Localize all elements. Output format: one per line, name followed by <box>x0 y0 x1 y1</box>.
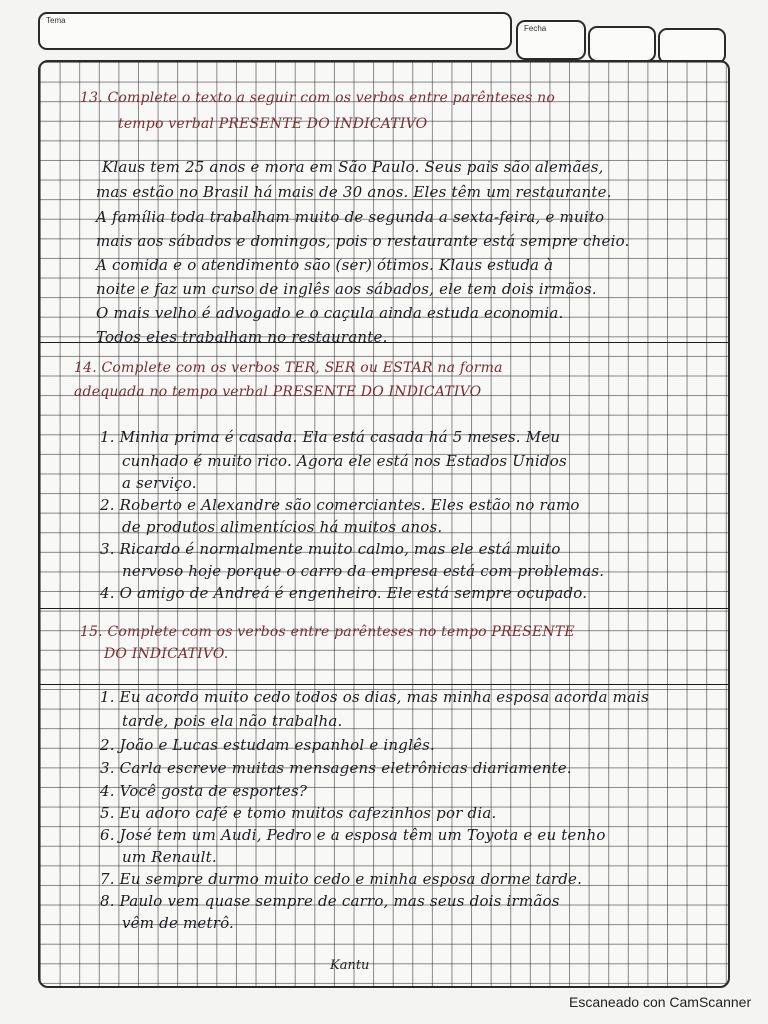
ex13-text-line: Klaus tem 25 anos e mora em São Paulo. Seus pais são alemães, <box>102 158 604 176</box>
fecha-box <box>516 20 586 60</box>
ex15-item-line: 5. Eu adoro café e tomo muitos cafezinhos por dia. <box>100 804 497 822</box>
ex14-item-line: cunhado é muito rico. Agora ele está nos Estados Unidos <box>122 452 567 470</box>
date-box-1 <box>588 26 656 62</box>
ex15-item-line: tarde, pois ela não trabalha. <box>122 712 343 730</box>
ex14-item-line: 3. Ricardo é normalmente muito calmo, mas ele está muito <box>100 540 561 558</box>
fecha-label: Fecha <box>524 24 547 33</box>
date-box-2 <box>658 28 726 64</box>
ex14-item-line: a serviço. <box>122 474 197 492</box>
tema-label: Tema <box>46 16 66 25</box>
ex13-text-line: A comida e o atendimento são (ser) ótimos. Klaus estuda à <box>96 256 554 274</box>
ex15-item-line: 2. João e Lucas estudam espanhol e inglês. <box>100 736 436 754</box>
ex15-item-line: um Renault. <box>122 848 217 866</box>
ex15-title-line-1: 15. Complete com os verbos entre parênteses no tempo PRESENTE <box>80 624 575 640</box>
notebook-brand: Kantu <box>330 958 370 973</box>
ex15-item-line: 7. Eu sempre durmo muito cedo e minha esposa dorme tarde. <box>100 870 583 888</box>
ex15-item-line: 6. José tem um Audi, Pedro e a esposa têm um Toyota e eu tenho <box>100 826 606 844</box>
ex14-item-line: 4. O amigo de Andreá é engenheiro. Ele está sempre ocupado. <box>100 584 588 602</box>
ex14-item-line: de produtos alimentícios há muitos anos. <box>122 518 443 536</box>
ex13-text-line: mas estão no Brasil há mais de 30 anos. Eles têm um restaurante. <box>96 183 612 201</box>
ex14-title-line-2: adequada no tempo verbal PRESENTE DO INDICATIVO <box>74 384 482 400</box>
ex13-text-line: O mais velho é advogado e o caçula ainda estuda economia. <box>96 304 564 322</box>
ex15-item-line: 3. Carla escreve muitas mensagens eletrônicas diariamente. <box>100 759 572 777</box>
ex15-item-line: 4. Você gosta de esportes? <box>100 782 308 800</box>
ex15-item-line: vêm de metrô. <box>122 914 235 932</box>
ex13-text-line: A família toda trabalham muito de segunda a sexta-feira, e muito <box>96 208 605 226</box>
ex14-item-line: 2. Roberto e Alexandre são comerciantes. Eles estão no ramo <box>100 496 580 514</box>
ex13-text-line: mais aos sábados e domingos, pois o restaurante está sempre cheio. <box>96 232 630 250</box>
ex13-title-line-2: tempo verbal PRESENTE DO INDICATIVO <box>118 116 428 132</box>
ex15-title-line-2: DO INDICATIVO. <box>104 646 229 662</box>
ex14-title-line-1: 14. Complete com os verbos TER, SER ou ESTAR na forma <box>74 360 503 376</box>
ex15-item-line: 8. Paulo vem quase sempre de carro, mas seus dois irmãos <box>100 892 560 910</box>
tema-box <box>38 12 512 50</box>
ex14-item-line: nervoso hoje porque o carro da empresa está com problemas. <box>122 562 605 580</box>
ex15-item-line: 1. Eu acordo muito cedo todos os dias, mas minha esposa acorda mais <box>100 688 650 706</box>
ex13-text-line: Todos eles trabalham no restaurante. <box>96 328 388 346</box>
section-divider <box>40 608 728 609</box>
ex13-title-line-1: 13. Complete o texto a seguir com os verbos entre parênteses no <box>80 90 555 106</box>
section-divider <box>40 684 728 685</box>
camscanner-watermark: Escaneado con CamScanner <box>569 994 752 1010</box>
ex14-item-line: 1. Minha prima é casada. Ela está casada há 5 meses. Meu <box>100 428 561 446</box>
grid-sheet <box>38 60 730 988</box>
ex13-text-line: noite e faz um curso de inglês aos sábados, ele tem dois irmãos. <box>96 280 597 298</box>
